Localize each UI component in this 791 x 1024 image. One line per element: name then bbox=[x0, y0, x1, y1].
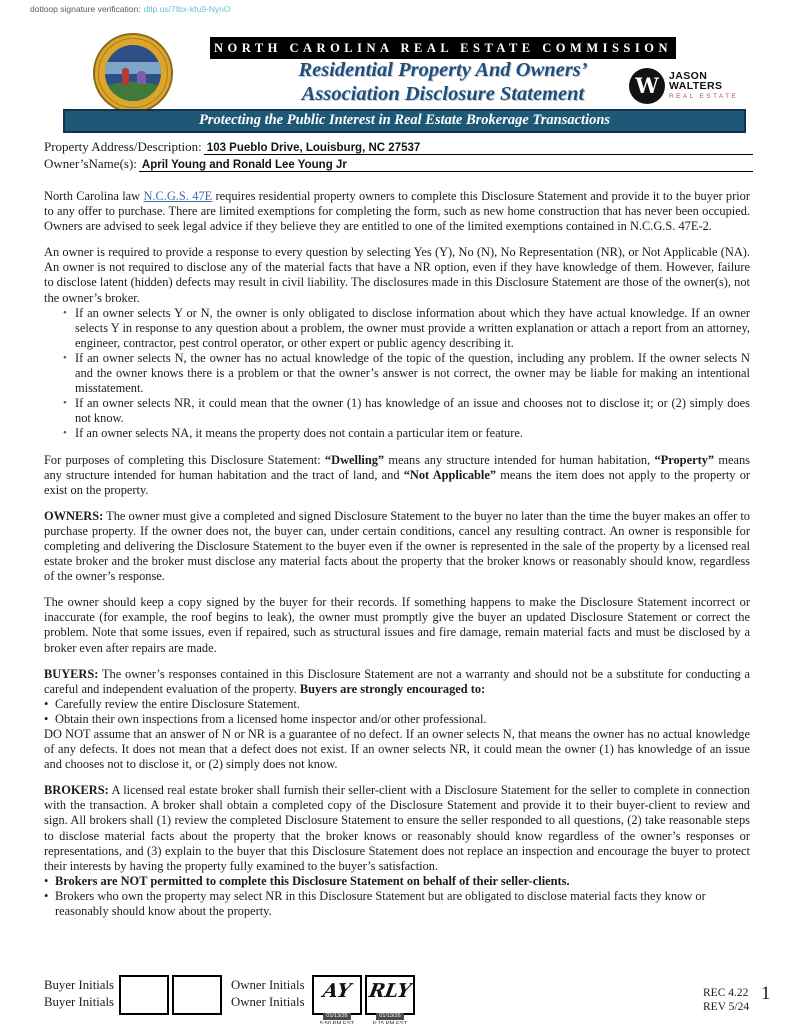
owner-name-value[interactable]: April Young and Ronald Lee Young Jr bbox=[139, 159, 753, 172]
buyer-initials-label: Buyer Initials bbox=[44, 978, 115, 992]
property-address-row bbox=[44, 139, 753, 155]
tagline-banner: Protecting the Public Interest in Real Estate Brokerage Transactions bbox=[63, 109, 746, 133]
initials-footer bbox=[44, 975, 753, 1024]
buyer-initials-labels bbox=[44, 977, 114, 1010]
owner-initials-box-1[interactable] bbox=[312, 975, 362, 1024]
buyers-bullet: • Carefully review the entire Disclosure Statement. bbox=[44, 697, 750, 712]
jason-walters-monogram-icon: W bbox=[629, 68, 665, 104]
paragraph-law: North Carolina law N.C.G.S. 47E requires residential property owners to complete this Disclosure Statement and provide it to the buyer prior to any offer to purchase. There are limited exemptions for completing the form, such as new home construction that has never been occupied. Owners are advised to seek legal advice if they believe they are entitled to one of the limited exemptions contained in N.C.G.S. 47E-2. bbox=[44, 189, 750, 234]
paragraph-buyers: BUYERS: The owner’s responses contained in this Disclosure Statement are not a warranty and should not be a substitute for conducting a careful and independent evaluation of the property. Buyers are strongly encouraged to: bbox=[44, 666, 750, 696]
fill-in-fields bbox=[44, 139, 753, 173]
property-address-label: Property Address/Description: bbox=[44, 139, 202, 154]
verification-bar bbox=[30, 4, 231, 14]
stamp-date: 01/13/26 bbox=[376, 1013, 403, 1020]
seal-figure-plenty bbox=[137, 71, 146, 84]
page-number: 1 bbox=[761, 983, 771, 1004]
paragraph-brokers: BROKERS: A licensed real estate broker shall furnish their seller-client with a Disclosure Statement for the seller to complete in connection with the transaction. A broker shall obtain a completed copy of the Disclosure Statement and provide it to their buyer-client to review and sign. All brokers shall (1) review the completed Disclosure Statement to ensure the seller responded to all questions, (2) take reasonable steps to disclose material facts about the property that the broker knows or reasonably should know regardless of the owner’s responses or representations, and (3) explain to the buyer that this Disclosure Statement does not replace an inspection and encourage the buyer to protect their interests by having the property fully examined to the buyer’s satisfaction. bbox=[44, 783, 750, 873]
buyer-initials-box-1[interactable] bbox=[119, 975, 169, 1015]
brokerage-subtitle: REAL ESTATE bbox=[669, 92, 739, 100]
owner-name-row bbox=[44, 156, 753, 172]
owner-initials-labels bbox=[231, 977, 305, 1010]
owner-name-label: Owner’sName(s): bbox=[44, 156, 137, 171]
seal-figure-liberty bbox=[122, 68, 129, 85]
nc-state-seal-icon bbox=[93, 33, 173, 113]
document-body bbox=[44, 189, 750, 930]
list-item: • If an owner selects NR, it could mean that the owner (1) has knowledge of an issue and chooses not to disclose it; or (2) simply does not know. bbox=[44, 396, 750, 426]
paragraph-owners: OWNERS: The owner must give a completed and signed Disclosure Statement to the buyer no later than the time the buyer makes an offer to purchase property. If the owner does not, the buyer can, under certain conditions, cancel any resulting contract. An owner is responsible for completing and delivering the Disclosure Statement to the buyer even if the owner is represented in the sale of the property by a licensed real estate broker and the broker must disclose any material facts about the property that the broker knows or reasonably should know, regardless of the owner’s response. bbox=[44, 508, 750, 584]
owner-initials-signature: RLY bbox=[367, 980, 413, 1002]
verification-link[interactable]: dtlp.us/7Ibx-kfu9-NynO bbox=[143, 4, 231, 14]
paragraph-definitions: For purposes of completing this Disclosure Statement: “Dwelling” means any structure intended for human habitation, “Property” means any structure intended for human habitation and the tract of land, and “Not Applicable” means the item does not apply to the property or exist on the property. bbox=[44, 452, 751, 497]
verification-label: dotloop signature verification: bbox=[30, 4, 141, 14]
paragraph-buyers-note: DO NOT assume that an answer of N or NR is a guarantee of no defect. If an owner selects N, that means the owner has no actual knowledge of any defects. It does not mean that a defect does not exist. If an owner selects NR, it could mean the owner (1) has knowledge of an issue and chooses not to disclose it, or (2) simply does not know. bbox=[44, 727, 750, 772]
owner-initials-signature: AY bbox=[321, 980, 353, 1002]
form-revision bbox=[703, 986, 749, 1014]
dotloop-stamp bbox=[314, 1009, 360, 1024]
brokerage-logo bbox=[629, 63, 749, 108]
rec-number: REC 4.22 bbox=[703, 987, 749, 999]
paragraph-responses: An owner is required to provide a response to every question by selecting Yes (Y), No (N), No Representation (NR), or Not Applicable (NA). An owner is not required to disclose any of the material facts that have a NR option, even if they have knowledge of them. However, failure to disclose latent (hidden) defects may result in civil liability. The disclosures made in this Disclosure Statement are those of the owner(s), not the owner’s broker. bbox=[44, 245, 750, 305]
document-title-line2: Association Disclosure Statement bbox=[301, 82, 585, 105]
list-item: • If an owner selects N, the owner has no actual knowledge of the topic of the question, including any problem. If the owner selects N and the owner knows there is a problem or that the owner’s answer is not correct, the owner may be liable for making an intentional misstatement. bbox=[44, 351, 750, 396]
seal-sky bbox=[105, 62, 161, 74]
rev-number: REV 5/24 bbox=[703, 1001, 750, 1013]
document-title bbox=[210, 59, 676, 107]
dotloop-stamp bbox=[367, 1009, 413, 1024]
owner-initials-box-2[interactable] bbox=[365, 975, 415, 1024]
buyers-bullet: • Obtain their own inspections from a licensed home inspector and/or other professional. bbox=[44, 712, 750, 727]
buyer-initials-box-2[interactable] bbox=[172, 975, 222, 1015]
list-item: • If an owner selects Y or N, the owner is only obligated to disclose information about which they have actual knowledge. If an owner selects Y in response to any question about a problem, the owner must provide a written explanation or attach a report from an attorney, engineer, contractor, pest control operator, or other expert or public agency describing it. bbox=[44, 306, 750, 351]
stamp-time: 6:15 PM EST bbox=[372, 1021, 408, 1024]
stamp-date: 01/13/26 bbox=[323, 1013, 350, 1020]
document-title-line1: Residential Property And Owners’ bbox=[298, 59, 588, 81]
brokers-bullet: • Brokers are NOT permitted to complete this Disclosure Statement on behalf of their seller-clients. bbox=[44, 874, 750, 889]
list-item: • If an owner selects NA, it means the property does not contain a particular item or feature. bbox=[44, 426, 750, 441]
stamp-time: 5:50 PM EST bbox=[319, 1021, 355, 1024]
brokers-section bbox=[44, 783, 750, 919]
property-address-value[interactable]: 103 Pueblo Drive, Louisburg, NC 27537 bbox=[204, 142, 753, 155]
brokers-bullet: • Brokers who own the property may select NR in this Disclosure Statement but are obligated to disclose material facts they know or reasonably should know about the property. bbox=[44, 889, 750, 919]
buyers-section bbox=[44, 667, 750, 773]
brokerage-name: JASON WALTERS bbox=[669, 69, 723, 93]
owner-initials-label: Owner Initials bbox=[231, 978, 305, 992]
commission-banner: NORTH CAROLINA REAL ESTATE COMMISSION bbox=[210, 37, 676, 59]
buyer-initials-label: Buyer Initials bbox=[44, 994, 115, 1009]
owner-initials-label: Owner Initials bbox=[231, 994, 305, 1009]
seal-ground bbox=[105, 82, 161, 101]
paragraph-owner-copy: The owner should keep a copy signed by the buyer for their records. If something happens to make the Disclosure Statement incorrect or inaccurate (for example, the roof begins to leak), the owner must promptly give the buyer an updated Disclosure Statement or correct the problem. Note that some issues, even if repaired, such as structural issues and fire damage, remain material facts and must be disclosed by a broker even after repairs are made. bbox=[44, 595, 750, 655]
statute-link[interactable]: N.C.G.S. 47E bbox=[143, 189, 213, 203]
seal-center bbox=[105, 45, 161, 101]
response-options-list bbox=[44, 306, 750, 442]
